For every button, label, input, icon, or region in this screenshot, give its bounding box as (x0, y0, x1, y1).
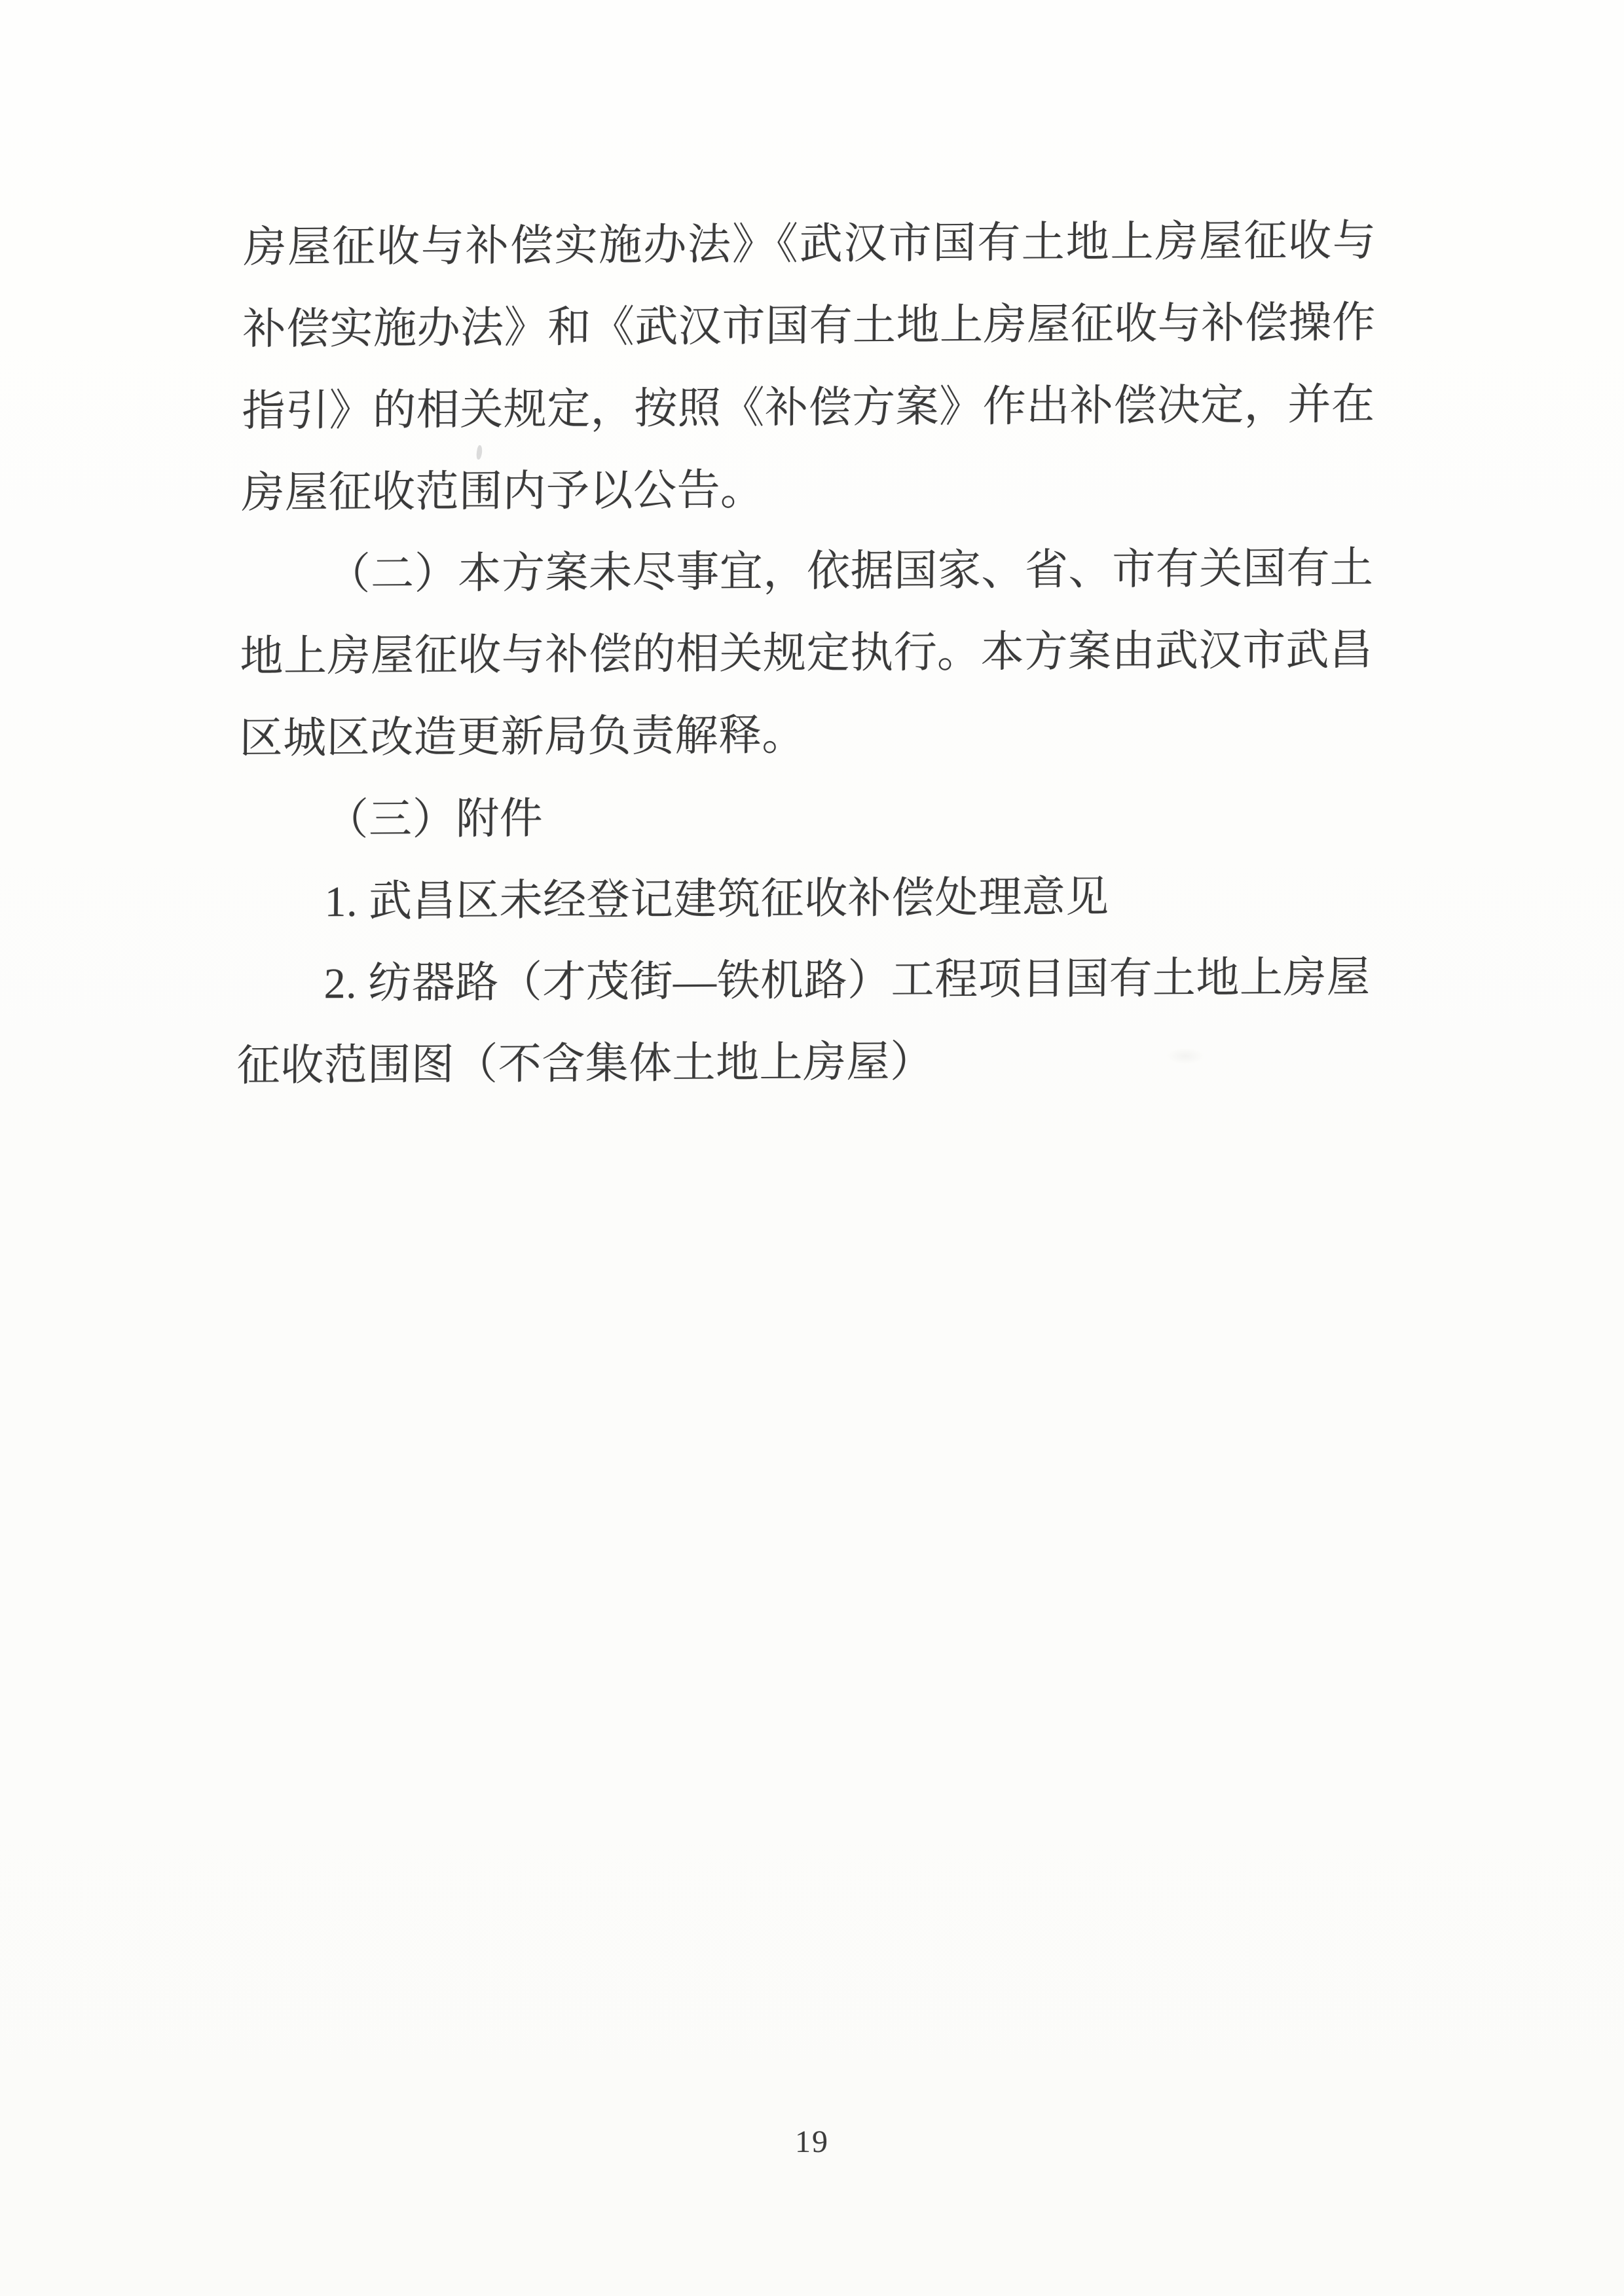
document-body (236, 200, 1376, 1107)
text-line: 区城区改造更新局负责解释。 (239, 711, 806, 763)
text-line: 房屋征收与补偿实施办法》《武汉市国有土地上房屋征收与 (243, 217, 1376, 272)
text-line attachment-item-2: 2. 纺器路（才茂街—铁机路）工程项目国有土地上房屋 (323, 953, 1371, 1008)
text-line: 地上房屋征收与补偿的相关规定执行。本方案由武汉市武昌 (240, 626, 1373, 682)
text-line paragraph-start: （二）本方案未尽事宜，依据国家、省、市有关国有土 (327, 544, 1374, 599)
text-line: 房屋征收范围内予以公告。 (241, 466, 764, 518)
text-line: 征收范围图（不含集体土地上房屋） (236, 1038, 934, 1091)
text-line attachment-item-1: 1. 武昌区未经登记建筑征收补偿处理意见 (324, 873, 1109, 926)
text-line paragraph-start: （三）附件 (325, 795, 544, 845)
page-number: 19 (795, 2124, 829, 2159)
text-line: 补偿实施办法》和《武汉市国有土地上房屋征收与补偿操作 (242, 299, 1376, 354)
text-line: 指引》的相关规定，按照《补偿方案》作出补偿决定，并在 (242, 380, 1375, 436)
